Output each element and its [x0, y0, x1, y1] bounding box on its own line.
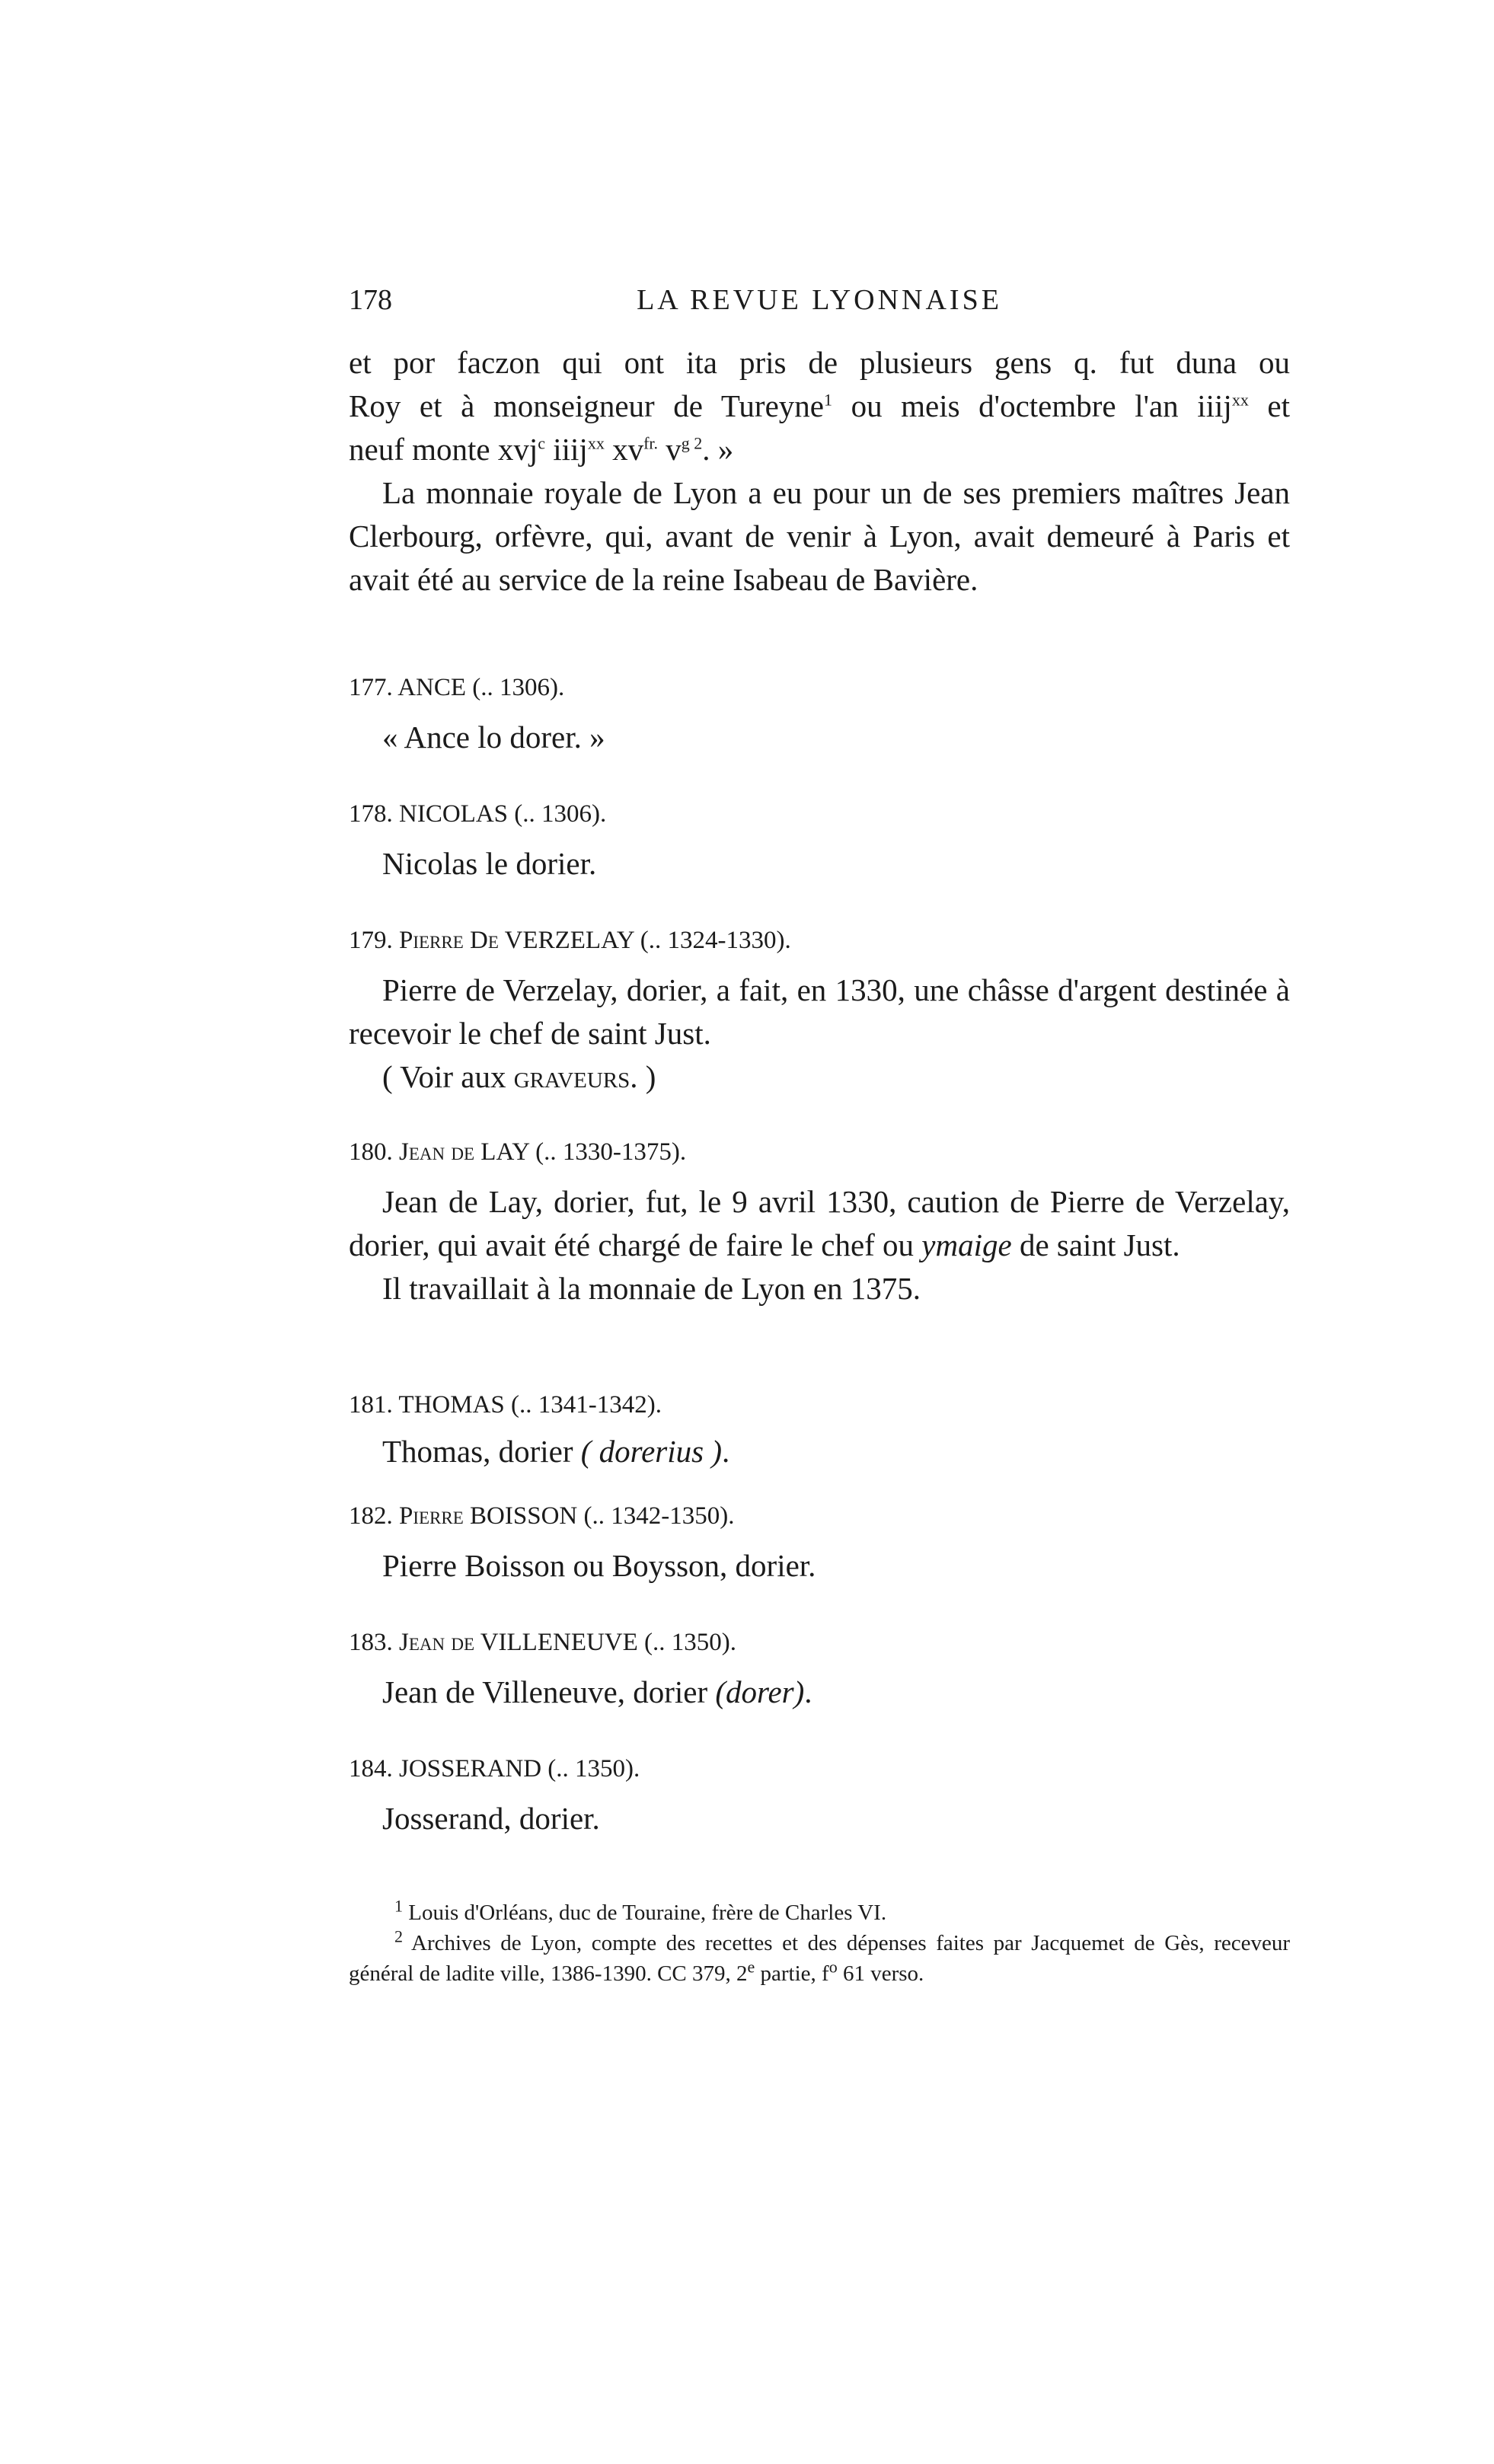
intro-line [349, 385, 1290, 428]
italic-term: ymaige [921, 1227, 1012, 1262]
entry-text: Pierre Boisson ou Boysson, dorier. [382, 1548, 816, 1583]
superscript: xx [587, 433, 605, 453]
entry-number: 183. [349, 1629, 393, 1656]
footnote-text: Archives de Lyon, compte des recettes et des dépenses faites par Jacquemet de Gès, receveur général de ladite ville, 1386-1390. CC 379, 2 [349, 1931, 1290, 1986]
text: . » [702, 432, 734, 467]
entry-dates: (.. 1341-1342). [504, 1391, 662, 1419]
entry-dates: (.. 1330-1375). [528, 1138, 687, 1166]
superscript: o [828, 1957, 838, 1977]
entry-number: 184. [349, 1755, 393, 1783]
entry-181 [349, 1387, 1290, 1473]
text: ( Voir aux [382, 1059, 514, 1094]
entry-heading [349, 1625, 1290, 1660]
entry-name: THOMAS [398, 1391, 505, 1419]
entry-heading [349, 1135, 1290, 1170]
intro-quote [349, 341, 1290, 602]
superscript: fr. [643, 433, 659, 453]
entry-crossref [349, 1055, 1290, 1099]
footnote-text: partie, f [755, 1961, 829, 1986]
entry-text: Il travaillait à la monnaie de Lyon en 1375. [382, 1271, 921, 1306]
text: iiij [545, 432, 588, 467]
entry-heading [349, 1751, 1290, 1786]
entry-text: Pierre de Verzelay, dorier, a fait, en 1330, une châsse d'argent destinée à recevoir le chef de saint Just. [349, 972, 1290, 1051]
italic-term: (dorer) [715, 1674, 805, 1709]
entry-number: 179. [349, 927, 393, 954]
footnote-ref[interactable]: g 2 [681, 433, 703, 453]
entry-dates: (.. 1306). [508, 800, 607, 828]
text: neuf monte xvj [349, 432, 538, 467]
intro-line: et por faczon qui ont ita pris de plusieurs gens q. fut duna ou [349, 345, 1290, 380]
crossref-link[interactable]: graveurs [513, 1059, 630, 1094]
italic-term: ( dorerius ) [580, 1434, 722, 1469]
superscript: c [538, 433, 545, 453]
running-title: LA REVUE LYONNAISE [637, 284, 1002, 316]
text: . [721, 1434, 730, 1469]
entry-179 [349, 923, 1290, 1099]
entry-text: Josserand, dorier. [382, 1801, 600, 1836]
footnotes [349, 1897, 1290, 1989]
entry-number: 181. [349, 1391, 393, 1419]
entry-name: NICOLAS [399, 800, 509, 828]
text: Thomas, dorier [382, 1434, 581, 1469]
text: xv [604, 432, 644, 467]
entry-number: 178. [349, 800, 393, 828]
entry-182 [349, 1499, 1290, 1588]
entry-heading [349, 1387, 1290, 1422]
running-header [349, 283, 1290, 326]
entry-text: « Ance lo dorer. » [382, 720, 605, 755]
entry-heading [349, 796, 1290, 831]
text: Roy et à monseigneur de Tureyne [349, 388, 824, 423]
entry-dates: (.. 1324-1330). [634, 927, 791, 954]
entry-heading [349, 670, 1290, 705]
entry-name: BOISSON [470, 1502, 578, 1530]
entry-forename: Jean de [399, 1629, 475, 1656]
superscript: xx [1231, 390, 1249, 410]
entry-177 [349, 670, 1290, 759]
text: Jean de Villeneuve, dorier [382, 1674, 716, 1709]
entry-forename: Jean de [399, 1138, 475, 1166]
intro-paragraph: La monnaie royale de Lyon a eu pour un de ses premiers maîtres Jean Clerbourg, orfèvre, qui, avant de venir à Lyon, avait demeuré à Paris et avait été au service de la reine Isabeau de Bavière. [349, 475, 1290, 597]
entry-heading [349, 1499, 1290, 1534]
footnote-text: 61 verso. [837, 1961, 924, 1986]
entry-text [349, 1671, 1290, 1714]
superscript: e [747, 1957, 755, 1977]
entry-forename: Pierre [399, 1502, 464, 1530]
entry-dates: (.. 1306). [466, 674, 565, 701]
entry-name: LAY [480, 1138, 529, 1166]
entry-number: 180. [349, 1138, 393, 1166]
intro-line [349, 428, 1290, 471]
entry-text [349, 1180, 1290, 1267]
entry-dates: (.. 1350). [637, 1629, 737, 1656]
footnote-ref[interactable]: 1 [823, 390, 832, 410]
entry-name: VERZELAY [504, 927, 634, 954]
text: ou meis d'octembre l'an iiij [832, 388, 1232, 423]
entry-183 [349, 1625, 1290, 1714]
page-number: 178 [349, 284, 392, 316]
entry-text [349, 1430, 1290, 1473]
entry-name: ANCE [397, 674, 467, 701]
text: . [804, 1674, 812, 1709]
entry-number: 177. [349, 674, 393, 701]
footnote-1 [349, 1897, 1290, 1928]
text: . ) [630, 1059, 656, 1094]
text: de saint Just. [1011, 1227, 1180, 1262]
entry-name: JOSSERAND [399, 1755, 542, 1783]
entry-178 [349, 796, 1290, 886]
entry-180 [349, 1135, 1290, 1310]
entry-text: Nicolas le dorier. [382, 846, 597, 881]
entry-forename: Pierre De [399, 927, 499, 954]
text: et [1248, 388, 1291, 423]
footnote-2 [349, 1928, 1290, 1989]
footnote-mark: 1 [394, 1896, 403, 1916]
text: v [658, 432, 682, 467]
footnote-text: Louis d'Orléans, duc de Touraine, frère de Charles VI. [403, 1901, 887, 1925]
entry-number: 182. [349, 1502, 393, 1530]
footnote-mark: 2 [394, 1926, 403, 1946]
text: Jean de Lay, dorier, fut, le 9 avril 1330, caution de Pierre de Verzelay, dorier, qui avait été chargé de faire le chef ou [349, 1184, 1290, 1262]
entry-name: VILLENEUVE [480, 1629, 638, 1656]
entry-184 [349, 1751, 1290, 1840]
entry-dates: (.. 1342-1350). [577, 1502, 735, 1530]
entry-heading [349, 923, 1290, 958]
entry-dates: (.. 1350). [541, 1755, 640, 1783]
